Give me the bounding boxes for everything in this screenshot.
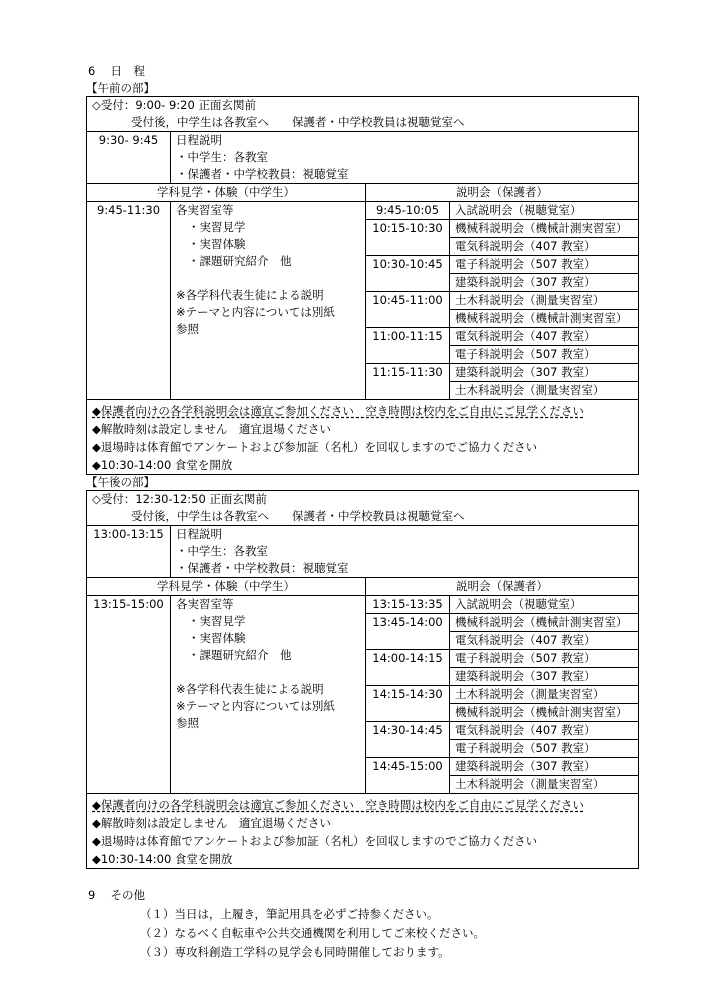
pm-session-item: 建築科説明会（307 教室） <box>450 758 639 776</box>
am-main-line: 各実習室等 <box>176 203 234 217</box>
am-explain-title: 日程説明 <box>176 133 222 147</box>
pm-session-time: 14:00-14:15 <box>366 650 450 686</box>
pm-part-label: 【午後の部】 <box>86 475 155 489</box>
am-session-item: 電気科説明会（407 教室） <box>450 238 639 256</box>
am-session-item: 入試説明会（視聴覚室） <box>450 202 639 220</box>
am-main-line <box>176 270 360 287</box>
section-9-item: （１）当日は，上履き，筆記用具を必ずご持参ください。 <box>140 907 439 921</box>
am-header-left: 学科見学・体験（中学生） <box>87 184 366 202</box>
am-session-item: 機械科説明会（機械計測実習室） <box>450 310 639 328</box>
pm-header-left: 学科見学・体験（中学生） <box>87 578 366 596</box>
section-6-number: 6 <box>88 64 96 78</box>
pm-session-item: 機械科説明会（機械計測実習室） <box>450 704 639 722</box>
am-session-item: 建築科説明会（307 教室） <box>450 274 639 292</box>
am-session-time: 10:30-10:45 <box>366 256 450 292</box>
am-session-time: 9:45-10:05 <box>366 202 450 220</box>
am-main-line: ・実習見学 <box>188 220 246 234</box>
pm-explain-item: ・保護者・中学校教員：視聴覚室 <box>176 561 349 575</box>
pm-schedule-table <box>86 490 639 869</box>
am-header-row <box>87 184 639 202</box>
am-after-reception: 受付後，中学生は各教室へ 保護者・中学校教員は視聴覚室へ <box>87 114 639 132</box>
pm-header-row <box>87 578 639 596</box>
pm-note: ◆解散時刻は設定しません 適宜退場ください <box>92 816 331 830</box>
pm-session-item: 入試説明会（視聴覚室） <box>450 596 639 614</box>
am-session-item: 機械科説明会（機械計測実習室） <box>450 220 639 238</box>
pm-session-time: 14:15-14:30 <box>366 686 450 722</box>
am-main-line: ※各学科代表生徒による説明 <box>176 288 324 302</box>
pm-header-right: 説明会（保護者） <box>366 578 639 596</box>
pm-explain-item: ・中学生：各教室 <box>176 544 268 558</box>
am-session-item: 電子科説明会（507 教室） <box>450 346 639 364</box>
am-session-time: 11:15-11:30 <box>366 364 450 400</box>
am-explain-cell <box>171 132 639 184</box>
pm-note: ◆保護者向けの各学科説明会は適宜ご参加ください 空き時間は校内をご自由にご見学ください <box>92 798 584 812</box>
section-9-item: （３）専攻科創造工学科の見学会も同時開催しております。 <box>140 945 450 959</box>
am-session-item: 土木科説明会（測量実習室） <box>450 382 639 400</box>
am-note: ◆解散時刻は設定しません 適宜退場ください <box>92 422 331 436</box>
pm-main-activity <box>171 596 366 794</box>
section-9-heading <box>88 887 145 903</box>
am-explain-row <box>87 132 639 184</box>
pm-after-reception-row <box>87 508 639 526</box>
am-explain-item: ・中学生：各教室 <box>176 150 268 164</box>
pm-explain-cell <box>171 526 639 578</box>
am-notes-row <box>87 400 639 475</box>
am-main-line: ・課題研究紹介 他 <box>188 254 292 268</box>
am-session-item: 土木科説明会（測量実習室） <box>450 292 639 310</box>
pm-session-time: 13:45-14:00 <box>366 614 450 650</box>
pm-note: ◆退場時は体育館でアンケートおよび参加証（名札）を回収しますのでご協力ください <box>92 834 538 848</box>
pm-session-time: 14:45-15:00 <box>366 758 450 794</box>
section-6-heading <box>88 63 145 79</box>
pm-session-item: 土木科説明会（測量実習室） <box>450 686 639 704</box>
pm-session-item: 土木科説明会（測量実習室） <box>450 776 639 794</box>
pm-note: ◆10:30-14:00 食堂を開放 <box>92 852 233 866</box>
pm-main-line: ・実習見学 <box>188 614 246 628</box>
am-main-line: ※テーマと内容については別紙 <box>176 305 335 319</box>
pm-session-row <box>87 596 639 614</box>
pm-explain-time: 13:00-13:15 <box>87 526 171 578</box>
am-notes <box>87 400 639 475</box>
pm-session-item: 電気科説明会（407 教室） <box>450 722 639 740</box>
am-reception: ◇受付：9:00- 9:20 正面玄関前 <box>87 97 639 115</box>
am-main-activity <box>171 202 366 400</box>
am-session-time: 10:45-11:00 <box>366 292 450 328</box>
am-session-item: 建築科説明会（307 教室） <box>450 364 639 382</box>
pm-session-item: 建築科説明会（307 教室） <box>450 668 639 686</box>
am-session-item: 電子科説明会（507 教室） <box>450 256 639 274</box>
pm-session-time: 13:15-13:35 <box>366 596 450 614</box>
pm-session-item: 電子科説明会（507 教室） <box>450 740 639 758</box>
section-9-title: その他 <box>110 888 145 902</box>
am-main-line: ・実習体験 <box>188 237 246 251</box>
section-9-item: （２）なるべく自転車や公共交通機関を利用してご来校ください。 <box>140 926 485 940</box>
am-after-reception-row <box>87 114 639 132</box>
am-header-right: 説明会（保護者） <box>366 184 639 202</box>
pm-session-time: 14:30-14:45 <box>366 722 450 758</box>
pm-main-line: 参照 <box>176 716 199 730</box>
am-explain-time: 9:30- 9:45 <box>87 132 171 184</box>
pm-main-line: ・実習体験 <box>188 631 246 645</box>
am-main-line: 参照 <box>176 322 199 336</box>
pm-main-line: 各実習室等 <box>176 597 234 611</box>
am-part-label: 【午前の部】 <box>86 81 155 95</box>
pm-main-line: ・課題研究紹介 他 <box>188 648 292 662</box>
pm-main-time: 13:15-15:00 <box>87 596 171 794</box>
am-main-time: 9:45-11:30 <box>87 202 171 400</box>
am-schedule-table <box>86 96 639 475</box>
pm-notes <box>87 794 639 869</box>
pm-session-item: 機械科説明会（機械計測実習室） <box>450 614 639 632</box>
pm-notes-row <box>87 794 639 869</box>
pm-main-line <box>176 664 360 681</box>
pm-explain-title: 日程説明 <box>176 527 222 541</box>
am-reception-row <box>87 97 639 115</box>
am-note: ◆退場時は体育館でアンケートおよび参加証（名札）を回収しますのでご協力ください <box>92 440 538 454</box>
pm-session-item: 電子科説明会（507 教室） <box>450 650 639 668</box>
am-session-item: 電気科説明会（407 教室） <box>450 328 639 346</box>
am-session-row <box>87 202 639 220</box>
pm-session-item: 電気科説明会（407 教室） <box>450 632 639 650</box>
am-note: ◆10:30-14:00 食堂を開放 <box>92 458 233 472</box>
pm-main-line: ※各学科代表生徒による説明 <box>176 682 324 696</box>
section-9-number: 9 <box>88 888 96 902</box>
am-note: ◆保護者向けの各学科説明会は適宜ご参加ください 空き時間は校内をご自由にご見学ください <box>92 404 584 418</box>
pm-reception: ◇受付：12:30-12:50 正面玄関前 <box>87 491 639 509</box>
pm-after-reception: 受付後，中学生は各教室へ 保護者・中学校教員は視聴覚室へ <box>87 508 639 526</box>
am-explain-item: ・保護者・中学校教員：視聴覚室 <box>176 167 349 181</box>
am-session-time: 10:15-10:30 <box>366 220 450 256</box>
am-session-time: 11:00-11:15 <box>366 328 450 364</box>
pm-explain-row <box>87 526 639 578</box>
pm-main-line: ※テーマと内容については別紙 <box>176 699 335 713</box>
section-6-title: 日 程 <box>110 64 145 78</box>
pm-reception-row <box>87 491 639 509</box>
